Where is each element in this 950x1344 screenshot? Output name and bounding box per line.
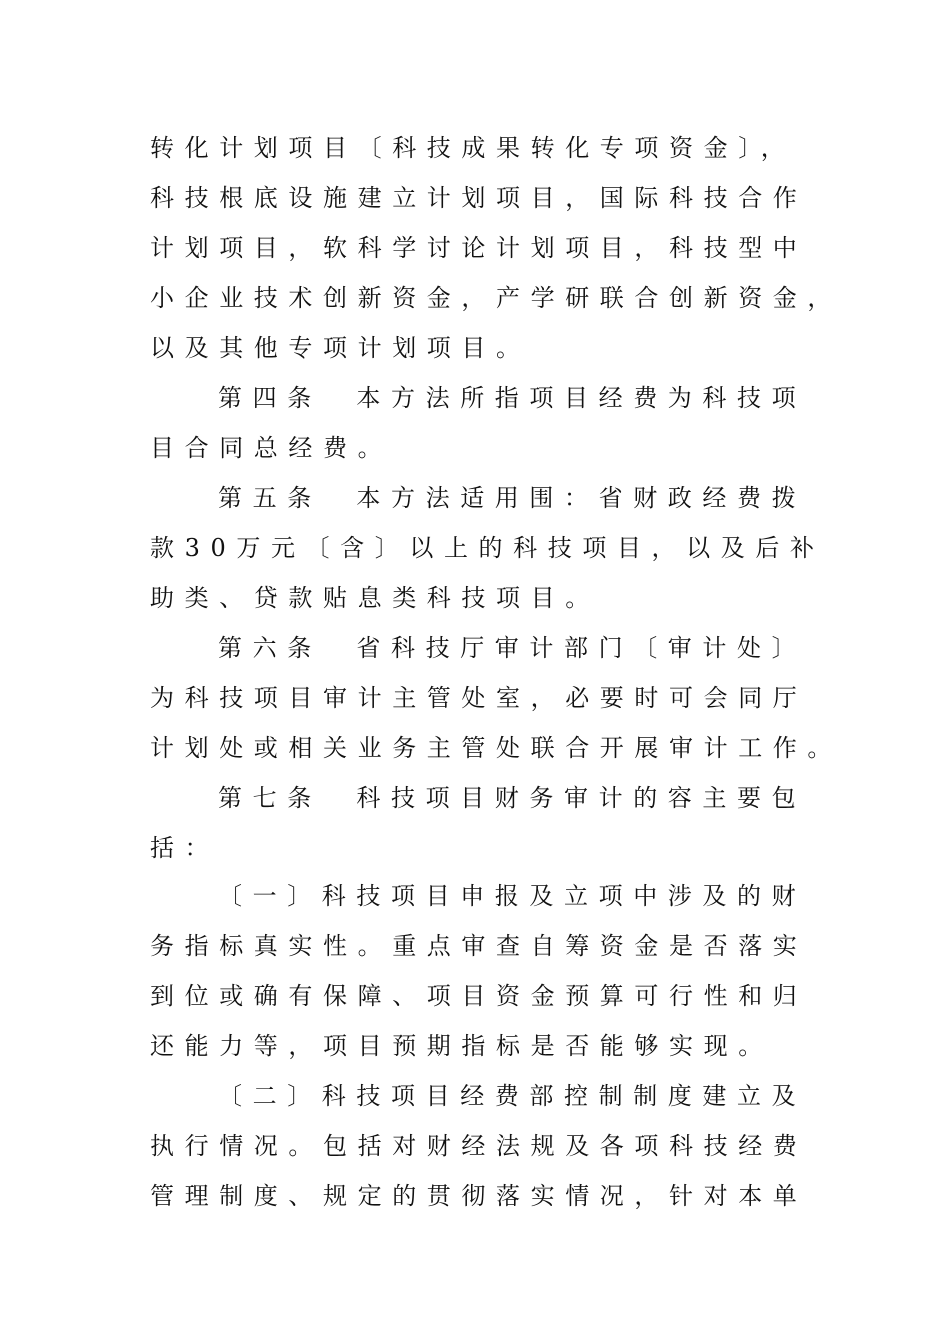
text-line: 务指标真实性。重点审查自筹资金是否落实 xyxy=(150,932,808,960)
text-line: 款30万元〔含〕以上的科技项目，以及后补 xyxy=(150,534,825,562)
text-line: 计划处或相关业务主管处联合开展审计工作。 xyxy=(150,734,842,762)
text-line: 计划项目，软科学讨论计划项目，科技型中 xyxy=(150,234,808,262)
text-line: 执行情况。包括对财经法规及各项科技经费 xyxy=(150,1132,808,1160)
text-line: 小企业技术创新资金，产学研联合创新资金， xyxy=(150,284,842,312)
text-line: 科技根底设施建立计划项目，国际科技合作 xyxy=(150,184,808,212)
item-2-line: 〔二〕科技项目经费部控制制度建立及 xyxy=(218,1082,807,1110)
article-6-heading-line: 第六条 省科技厅审计部门〔审计处〕 xyxy=(218,634,807,662)
article-4-heading-line: 第四条 本方法所指项目经费为科技项 xyxy=(218,384,807,412)
text-line: 转化计划项目〔科技成果转化专项资金〕， xyxy=(150,134,796,162)
text-line: 为科技项目审计主管处室，必要时可会同厅 xyxy=(150,684,808,712)
article-5-heading-line: 第五条 本方法适用围：省财政经费拨 xyxy=(218,484,807,512)
text-line: 括： xyxy=(150,834,220,862)
article-7-heading-line: 第七条 科技项目财务审计的容主要包 xyxy=(218,784,807,812)
text-line: 目合同总经费。 xyxy=(150,434,393,462)
text-line: 以及其他专项计划项目。 xyxy=(150,334,531,362)
item-1-line: 〔一〕科技项目申报及立项中涉及的财 xyxy=(218,882,807,910)
text-line: 到位或确有保障、项目资金预算可行性和归 xyxy=(150,982,808,1010)
text-line: 助类、贷款贴息类科技项目。 xyxy=(150,584,600,612)
text-line: 管理制度、规定的贯彻落实情况，针对本单 xyxy=(150,1182,808,1210)
text-line: 还能力等，项目预期指标是否能够实现。 xyxy=(150,1032,773,1060)
